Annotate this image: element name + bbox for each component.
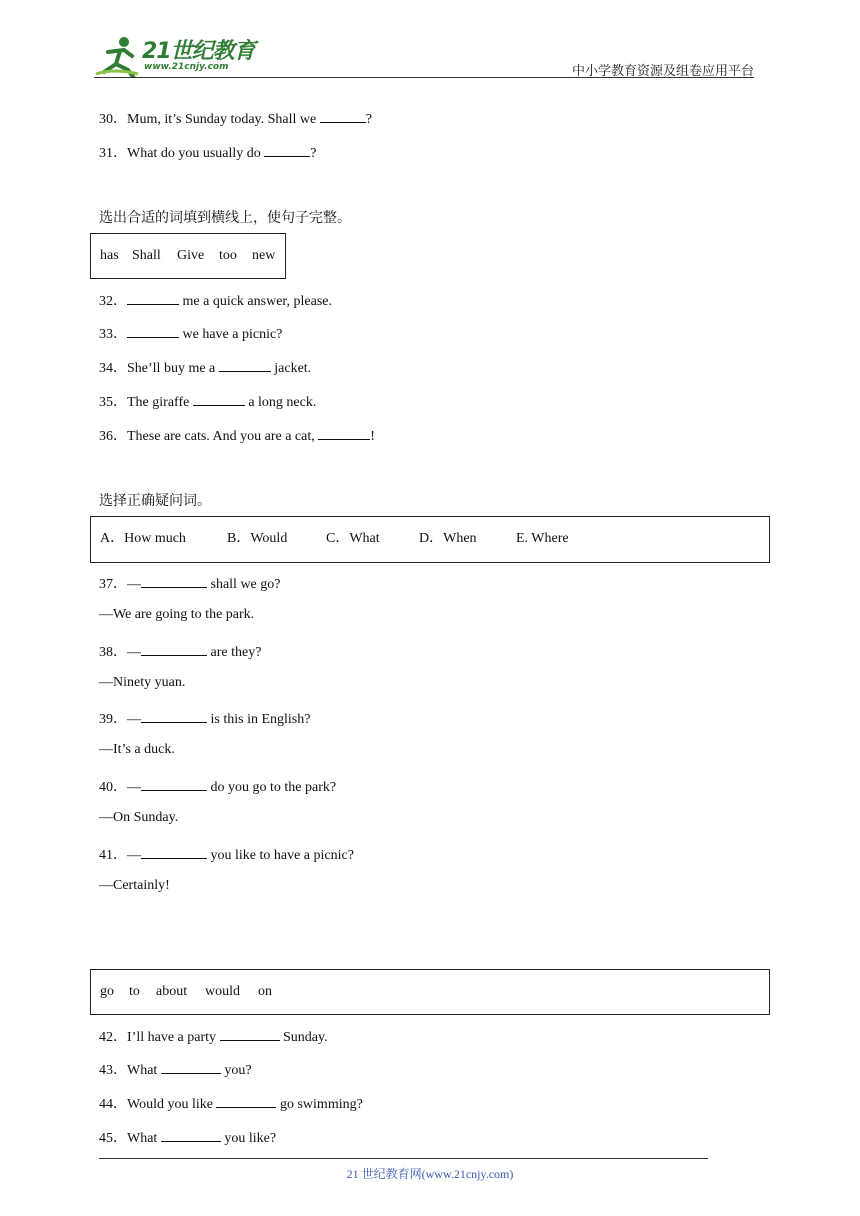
question-37: 37．— shall we go? [99, 577, 281, 592]
word-option: D．When [419, 531, 477, 546]
word-bank [90, 233, 286, 279]
answer-37: —We are going to the park. [99, 607, 255, 622]
footer-divider [99, 1158, 708, 1159]
header-slogan: 中小学教育资源及组卷应用平台 [571, 63, 754, 78]
answer-blank[interactable] [141, 778, 207, 791]
answer-blank[interactable] [141, 575, 207, 588]
answer-blank[interactable] [318, 427, 370, 440]
answer-blank[interactable] [193, 393, 245, 406]
question-33: 33． we have a picnic? [99, 327, 283, 342]
question-30: 30．Mum, it’s Sunday today. Shall we ? [99, 112, 372, 127]
question-36: 36．These are cats. And you are a cat, ! [99, 429, 375, 444]
answer-blank[interactable] [141, 710, 207, 723]
word-option: too [219, 248, 237, 263]
section-instruction: 选择正确疑问词。 [99, 494, 211, 509]
answer-blank[interactable] [220, 1028, 280, 1041]
question-41: 41．— you like to have a picnic? [99, 848, 354, 863]
word-option: about [156, 984, 188, 999]
footer-link[interactable]: 21 世纪教育网(www.21cnjy.com) [346, 1167, 514, 1181]
question-44: 44．Would you like go swimming? [99, 1097, 363, 1112]
word-option: C．What [326, 531, 380, 546]
answer-blank[interactable] [219, 359, 271, 372]
question-35: 35．The giraffe a long neck. [99, 395, 317, 410]
word-option: has [100, 248, 119, 263]
question-42: 42．I’ll have a party Sunday. [99, 1030, 328, 1045]
logo-url: www.21cnjy.com [144, 62, 229, 72]
question-34: 34．She’ll buy me a jacket. [99, 361, 312, 376]
word-option: E. Where [516, 531, 569, 546]
word-option: Give [177, 248, 205, 263]
word-option: would [205, 984, 240, 999]
answer-blank[interactable] [216, 1095, 276, 1108]
word-option: new [252, 248, 276, 263]
answer-39: —It’s a duck. [99, 742, 175, 757]
section-instruction: 选出合适的词填到横线上，使句子完整。 [99, 211, 351, 226]
answer-blank[interactable] [320, 110, 366, 123]
word-option: A．How much [100, 531, 186, 546]
logo [94, 34, 264, 78]
answer-blank[interactable] [141, 846, 207, 859]
word-option: go [100, 984, 114, 999]
answer-41: —Certainly! [99, 878, 170, 893]
answer-blank[interactable] [141, 643, 207, 656]
question-31: 31．What do you usually do ? [99, 146, 317, 161]
logo-text: 21世纪教育 [142, 39, 255, 64]
runner-icon [94, 34, 140, 78]
option-bank [90, 516, 770, 563]
answer-blank[interactable] [161, 1061, 221, 1074]
word-bank [90, 969, 770, 1015]
question-38: 38．— are they? [99, 645, 262, 660]
question-40: 40．— do you go to the park? [99, 780, 337, 795]
question-43: 43．What you? [99, 1063, 252, 1078]
answer-40: —On Sunday. [99, 810, 179, 825]
word-option: B．Would [227, 531, 288, 546]
answer-blank[interactable] [161, 1129, 221, 1142]
question-32: 32． me a quick answer, please. [99, 294, 332, 309]
answer-blank[interactable] [127, 325, 179, 338]
word-option: to [129, 984, 140, 999]
answer-blank[interactable] [127, 292, 179, 305]
header-divider [94, 77, 754, 78]
question-45: 45．What you like? [99, 1131, 277, 1146]
answer-blank[interactable] [264, 144, 310, 157]
answer-38: —Ninety yuan. [99, 675, 186, 690]
word-option: Shall [132, 248, 161, 263]
word-option: on [258, 984, 272, 999]
question-39: 39．— is this in English? [99, 712, 311, 727]
